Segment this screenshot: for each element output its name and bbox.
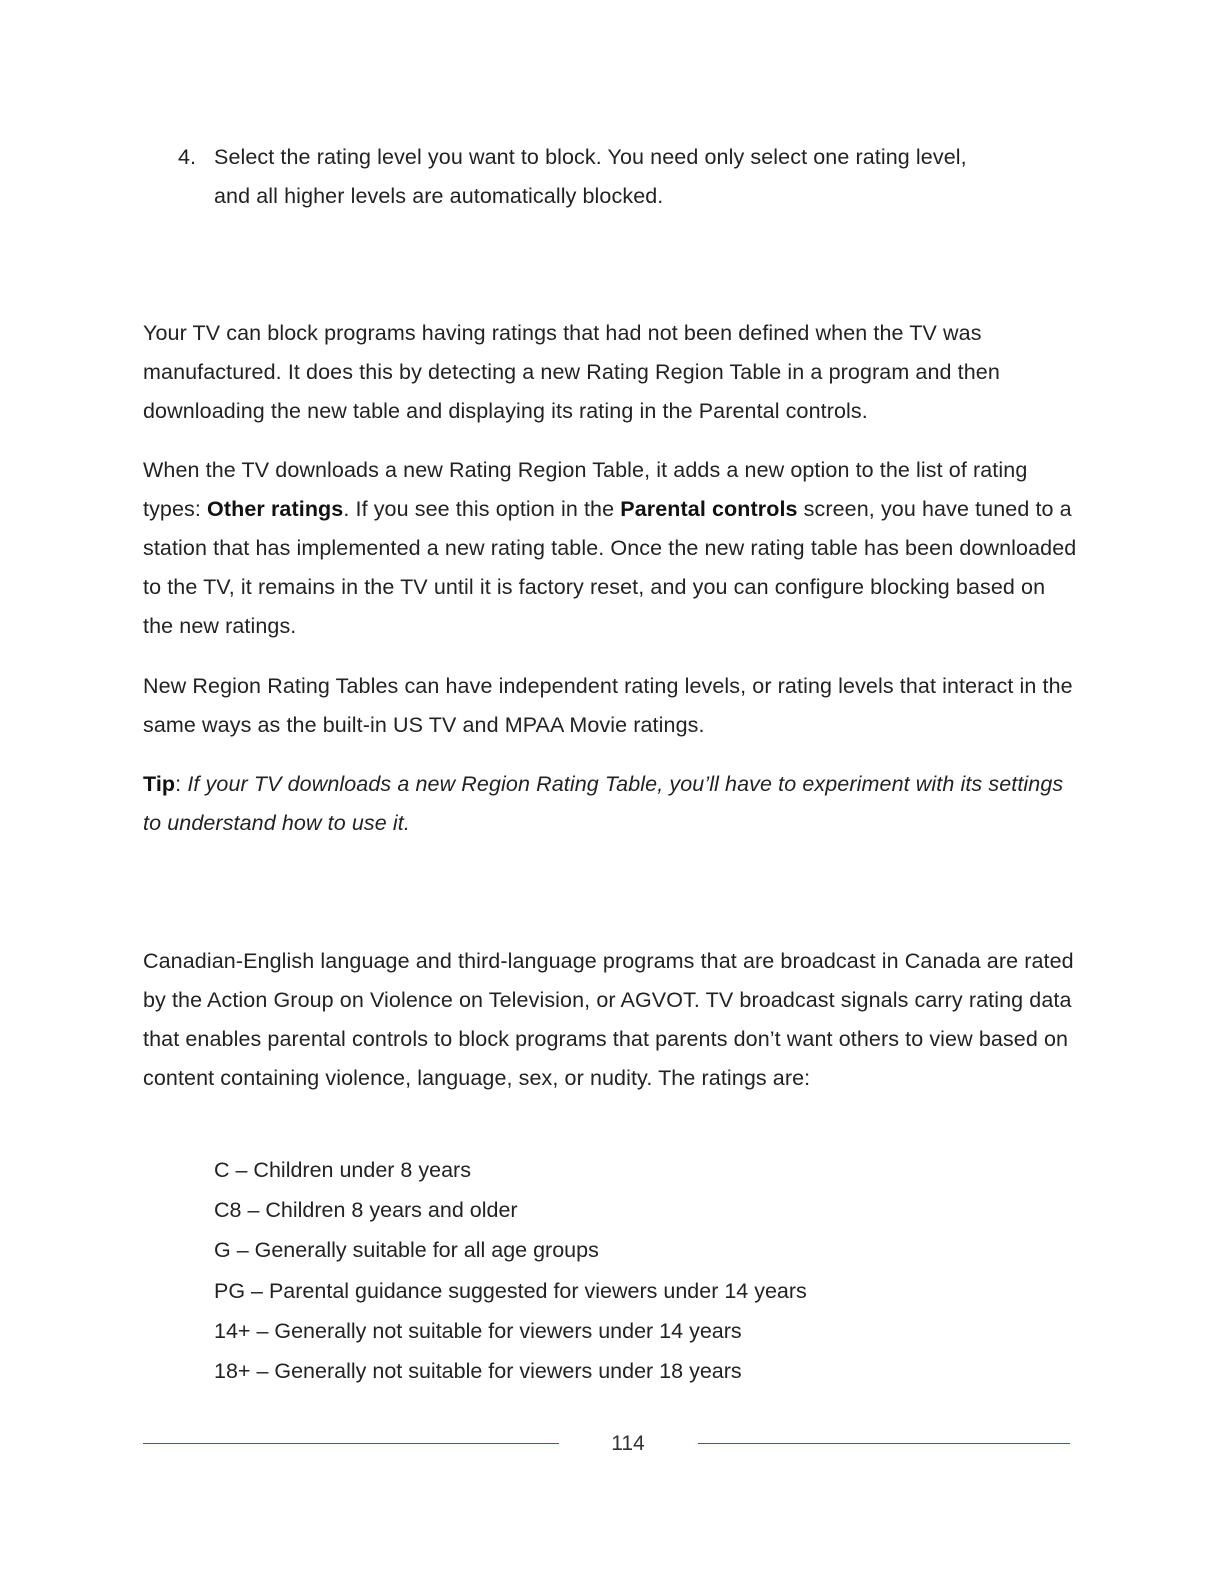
parental-controls-label: Parental controls [620, 497, 798, 521]
rating-item-g: G – Generally suitable for all age groups [214, 1238, 599, 1263]
rating-item-pg: PG – Parental guidance suggested for viewers under 14 years [214, 1278, 807, 1303]
rating-item-14plus: 14+ – Generally not suitable for viewers under 14 years [214, 1318, 742, 1343]
paragraph-canadian-ratings: Canadian-English language and third-language programs that are broadcast in Canada are rated by the Action Group on Violence on Television, or AGVOT. TV broadcast signals carry rating data that enables parental controls to block programs that parents don’t want others to view based on content containing violence, language, sex, or nudity. The ratings are: [143, 949, 1074, 1090]
para2-text-middle: . If you see this option in the [343, 497, 621, 521]
canadian-ratings-list [214, 1150, 807, 1391]
para2-text-after: screen, you have tuned to a station that has implemented a new rating table. Once the new rating table has been downloaded to the TV, it remains in the TV until it is factory reset, and you can configure blocking based on the new ratings. [143, 497, 1077, 638]
footer-rule-left [143, 1443, 559, 1444]
tip-text: If your TV downloads a new Region Rating Table, you’ll have to experiment with its settings to understand how to use it. [143, 772, 1064, 835]
rating-item-18plus: 18+ – Generally not suitable for viewers under 18 years [214, 1359, 742, 1384]
other-ratings-label: Other ratings [207, 497, 344, 521]
step-text [214, 138, 1074, 216]
footer-rule-right [698, 1443, 1070, 1444]
rating-item-c8: C8 – Children 8 years and older [214, 1198, 518, 1223]
para2-text-before: When the TV downloads a new Rating Region Table, it adds a new option to the list of rating types: [143, 458, 1028, 521]
tip-paragraph [143, 765, 1078, 843]
paragraph-rating-region-download [143, 451, 1078, 646]
step-number: 4. [178, 145, 197, 169]
tip-label: Tip [143, 772, 176, 796]
paragraph-rating-region-intro: Your TV can block programs having ratings that had not been defined when the TV was manufactured. It does this by detecting a new Rating Region Table in a program and then downloading the new table and displaying its rating in the Parental controls. [143, 321, 1000, 423]
step-text-line-2: and all higher levels are automatically blocked. [214, 184, 664, 208]
paragraph-region-tables: New Region Rating Tables can have independent rating levels, or rating levels that interact in the same ways as the built-in US TV and MPAA Movie ratings. [143, 674, 1073, 737]
page-number: 114 [611, 1432, 645, 1455]
step-text-line-1: Select the rating level you want to block. You need only select one rating level, [214, 145, 967, 169]
rating-item-c: C – Children under 8 years [214, 1158, 471, 1182]
tip-colon: : [175, 772, 188, 796]
